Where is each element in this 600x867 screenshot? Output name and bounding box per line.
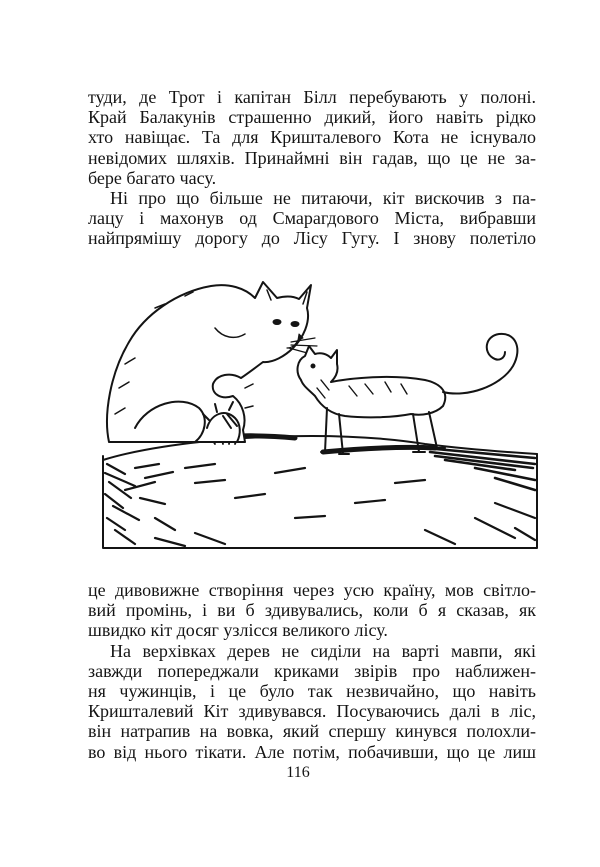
crystal-cat-eye: [311, 364, 315, 368]
bottom-text-block: [88, 580, 536, 762]
text-line: хто навіщає. Та для Кришталевого Кота не існувало: [88, 127, 536, 148]
text-line: лацу і махонув од Смарагдового Міста, вибравши: [88, 208, 536, 229]
top-text-block: [88, 87, 536, 249]
crystal-cat-body-outline: [298, 346, 446, 417]
text-line: Кришталевий Кіт здивувався. Посуваючись далі в ліс,: [88, 701, 536, 722]
frame-border: [103, 454, 537, 548]
large-cat-outline: [107, 282, 311, 442]
hill-dark-band: [425, 448, 535, 490]
large-cat: [107, 282, 317, 442]
text-line: завжди попереджали криками звірів про наближен-: [88, 660, 536, 681]
text-line: туди, де Трот і капітан Білл перебувають у полоні.: [88, 87, 536, 107]
text-line: невідомих шляхів. Принаймні він гадав, що це не за-: [88, 147, 536, 168]
text-line: це дивовижне створіння через усю країну, мов світло-: [88, 580, 536, 600]
paragraph-start-line: На верхівках дерев не сиділи на варті мавпи, які: [110, 640, 536, 661]
text-line: Край Балакунів страшенно дикий, його навіть рідко: [88, 107, 536, 128]
text-line: він натрапив на вовка, який спершу кинувся полохли-: [88, 721, 536, 742]
paragraph-start-line: Ні про що більше не питаючи, кіт вискочив з па-: [110, 187, 536, 208]
page-number: 116: [286, 764, 310, 781]
text-line: швидко кіт досяг узлісся великого лісу.: [88, 620, 388, 641]
crystal-cat-tail: [443, 334, 517, 394]
large-cat-eye: [291, 322, 299, 327]
hill-hatching: [105, 464, 535, 546]
cats-illustration: [95, 268, 545, 553]
text-line: найпрямішу дорогу до Лісу Гугу. І знову полетіло: [88, 228, 536, 249]
text-line: ня чужинців, і це було так незвичайно, що навіть: [88, 680, 536, 701]
text-line: бере багато часу.: [88, 167, 217, 188]
text-line: во від нього тікати. Але потім, побачивши, що це лиш: [88, 741, 536, 762]
large-cat-eye: [273, 320, 281, 325]
text-line: вий промінь, і ви б здивувались, коли б я сказав, як: [88, 600, 536, 621]
